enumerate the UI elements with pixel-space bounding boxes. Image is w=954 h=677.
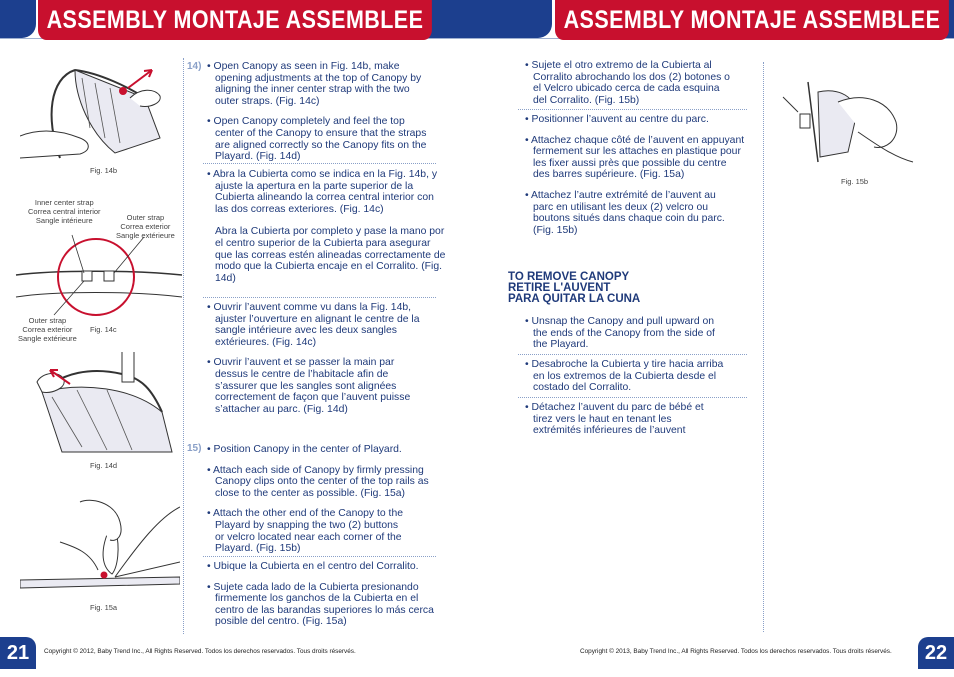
divider <box>518 397 747 398</box>
step-14-fr-1: • Ouvrir l’auvent comme vu dans la Fig. 14b, ajuster l’ouverture en alignant le centre de la sangle intérieure avec les deux sangles extérieures. (Fig. 14c) <box>207 302 420 348</box>
step-15-en-1: • Position Canopy in the center of Playard. <box>207 444 402 455</box>
step-15-fr-3: • Attachez l’autre extrémité de l’auvent au parc en utilisant les deux (2) velcro ou boutons situés dans chaque coin du parc. (Fig. 15b) <box>525 189 725 236</box>
divider <box>203 297 436 298</box>
page-number-right: 22 <box>918 637 954 669</box>
caption-fig14d: Fig. 14d <box>90 461 118 470</box>
figure-14c <box>14 225 184 320</box>
caption-fig14b: Fig. 14b <box>90 166 118 175</box>
page-number-left: 21 <box>0 637 36 669</box>
page-title-right: ASSEMBLY MONTAJE ASSEMBLEE <box>555 0 949 40</box>
figure-15b <box>778 72 918 172</box>
remove-heading-es: PARA QUITAR LA CUNA <box>508 293 641 305</box>
step-14-en-1: • Open Canopy as seen in Fig. 14b, make opening adjustments at the top of Canopy by aligning the inner center strap with the two outer straps. (Fig. 14c) <box>207 61 422 107</box>
divider <box>518 354 747 355</box>
copyright-right: Copyright © 2013, Baby Trend Inc., All Rights Reserved. Todos los derechos reservados. Tous droits réservés. <box>580 648 892 655</box>
step-14-en-2: • Open Canopy completely and feel the top center of the Canopy to ensure that the straps are aligned correctly so the Canopy fits on the Playard. (Fig. 14d) <box>207 116 427 163</box>
step-15-es-1: • Ubique la Cubierta en el centro del Corralito. <box>207 561 419 572</box>
step-15-en-2: • Attach each side of Canopy by firmly pressing Canopy clips onto the center of the top rails as close to the center as possible. (Fig. 15a) <box>207 464 429 499</box>
step-14-spanish <box>207 169 447 284</box>
step-15-english <box>207 444 447 555</box>
column-separator-left <box>183 58 184 634</box>
page-title-left: ASSEMBLY MONTAJE ASSEMBLEE <box>38 0 432 40</box>
label-outer-strap-top: Outer strap Correa exterior Sangle extérieure <box>116 213 175 240</box>
caption-fig15a: Fig. 15a <box>90 603 118 612</box>
divider <box>518 109 747 110</box>
step-15-en-3: • Attach the other end of the Canopy to the Playard by snapping the two (2) buttons or velcro located near each corner of the Playard. (Fig. 15b) <box>207 508 404 555</box>
step-15-fr-2: • Attachez chaque côté de l’auvent en appuyant fermement sur les attaches en plastique pour les fixer aussi près que possible du centre des barres supérieure. (Fig. 15a) <box>525 134 745 181</box>
header-band-left <box>0 0 36 38</box>
remove-heading-en: TO REMOVE CANOPY <box>508 271 630 283</box>
step-14-fr-2: • Ouvrir l’auvent et se passer la main par dessus le centre de l’habitacle afin de s’assurer que les sangles sont alignées correctement de façon que l’auvent puisse s’attacher au parc. (Fig. 14d) <box>207 357 411 415</box>
remove-heading-fr: RETIRE L'AUVENT <box>508 282 611 294</box>
label-inner-center-strap: Inner center strap Correa central interior Sangle intérieure <box>28 198 101 225</box>
step-15-number: 15) <box>187 443 202 454</box>
remove-spanish <box>525 359 725 394</box>
remove-fr: • Détachez l’auvent du parc de bébé et tirez vers le haut en tenant les extrémités inférieures de l’auvent <box>525 402 704 437</box>
copyright-left: Copyright © 2012, Baby Trend Inc., All Rights Reserved. Todos los derechos reservados. Tous droits réservés. <box>44 648 356 655</box>
step-14-english <box>207 61 432 163</box>
step-14-es-1: • Abra la Cubierta como se indica en la Fig. 14b, y ajuste la apertura en la parte superior de la Cubierta alineando la correa central interior con las dos correas exteriores. (Fig. 14c) <box>207 169 438 215</box>
step-15-es-2: • Sujete cada lado de la Cubierta presionando firmemente los ganchos de la Cubierta en el centro de las barandas superiores lo más cerca posible del centro. (Fig. 15a) <box>207 581 434 628</box>
column-separator-right <box>763 62 764 632</box>
step-15-spanish <box>207 561 447 628</box>
figure-14b <box>20 58 180 168</box>
remove-english <box>525 316 720 351</box>
step-14-number: 14) <box>187 61 202 72</box>
step-15-es-3: • Sujete el otro extremo de la Cubierta al Corralito abrochando los dos (2) botones o el Velcro ubicado cerca de cada esquina del Corralito. (Fig. 15b) <box>525 60 730 106</box>
step-14-es-2: Abra la Cubierta por completo y pase la mano por el centro superior de la Cubierta para asegurar que las correas estén alineadas correctamente de modo que la Cubierta encaje en el Corralito. (Fig. 14d) <box>215 226 446 284</box>
figure-15a <box>20 492 180 597</box>
step-15-french <box>525 114 745 236</box>
remove-en: • Unsnap the Canopy and pull upward on the ends of the Canopy from the side of the Playard. <box>525 316 715 351</box>
remove-es: • Desabroche la Cubierta y tire hacia arriba en los extremos de la Cubierta desde el costado del Corralito. <box>525 359 724 394</box>
step-14-french <box>207 302 422 415</box>
divider <box>203 556 436 557</box>
figure-14d <box>22 352 182 457</box>
remove-french <box>525 402 715 437</box>
label-outer-strap-bottom: Outer strap Correa exterior Sangle extérieure <box>18 316 77 343</box>
caption-fig14c: Fig. 14c <box>90 325 117 334</box>
step-15-spanish-cont <box>525 60 730 106</box>
caption-fig15b: Fig. 15b <box>841 177 869 186</box>
step-15-fr-1: • Positionner l’auvent au centre du parc. <box>525 114 709 125</box>
divider <box>203 163 436 164</box>
